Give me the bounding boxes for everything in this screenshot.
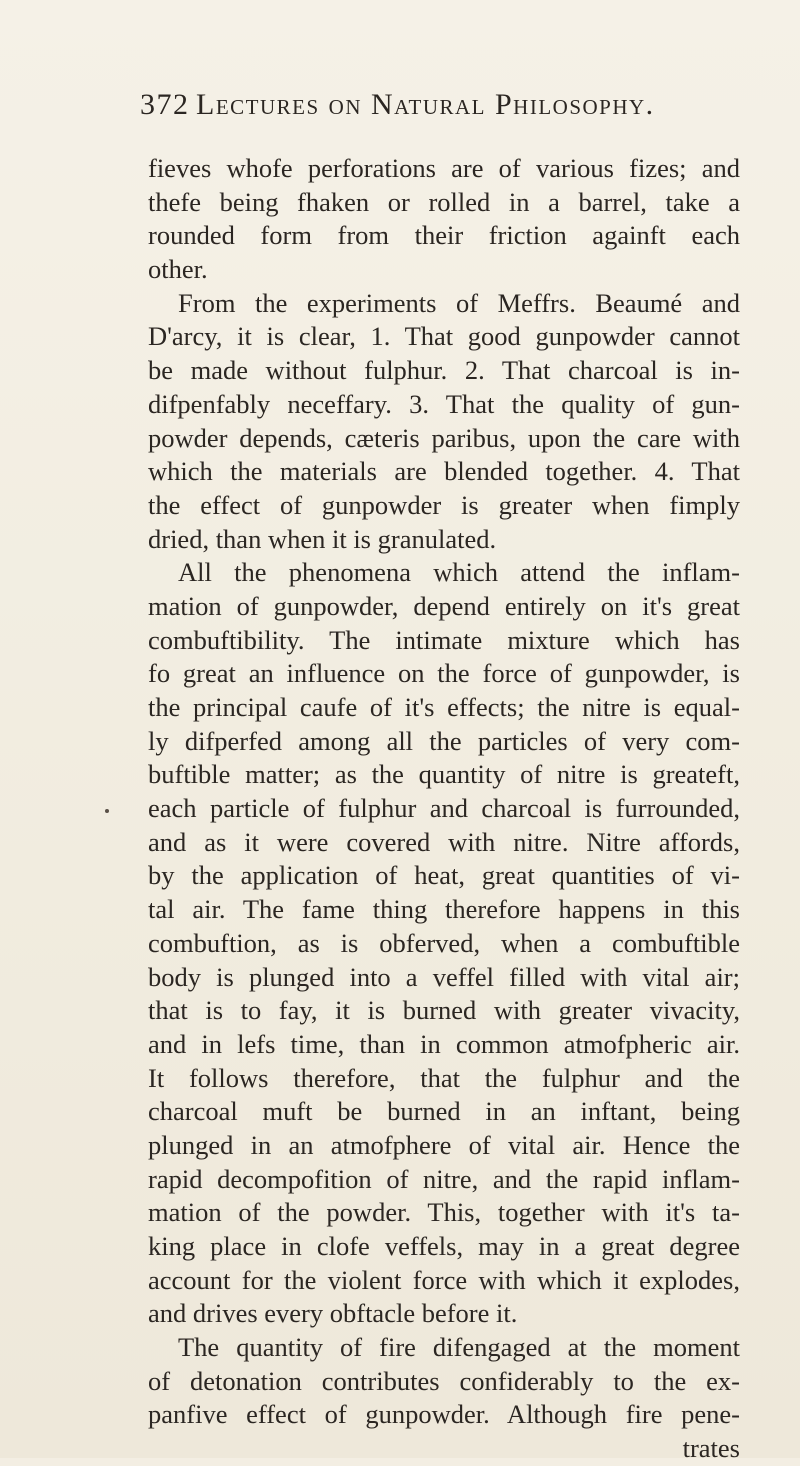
text-line: which the materials are blended together. 4. That <box>148 456 740 487</box>
text-line: the effect of gunpowder is greater when fimply <box>148 489 740 520</box>
text-line: rapid decompofition of nitre, and the rapid inflam- <box>148 1163 740 1194</box>
text-line: king place in clofe veffels, may in a great degree <box>148 1231 740 1261</box>
text-line: buftible matter; as the quantity of nitre is greateft, <box>148 759 740 790</box>
text-line: difpenfably neceffary. 3. That the quality of gun- <box>148 388 740 419</box>
text-line: dried, than when it is granulated. <box>148 523 497 554</box>
text-line: powder depends, cæteris paribus, upon the care with <box>148 422 740 453</box>
text-line: mation of gunpowder, depend entirely on it's great <box>148 590 740 621</box>
text-line: that is to fay, it is burned with greater vivacity, <box>148 995 740 1026</box>
text-line: and drives every obftacle before it. <box>148 1298 518 1329</box>
text-line: D'arcy, it is clear, 1. That good gunpowder cannot <box>148 321 740 352</box>
paragraph-start-line: All the phenomena which attend the inflam- <box>178 557 740 588</box>
text-line: tal air. The fame thing therefore happens in this <box>148 894 740 925</box>
paragraph-start-line: From the experiments of Meffrs. Beaumé and <box>178 287 740 318</box>
text-line: mation of the powder. This, together with it's ta- <box>148 1197 740 1228</box>
text-line: ly difperfed among all the particles of very com- <box>148 725 740 756</box>
running-header <box>140 88 740 132</box>
text-line: and in lefs time, than in common atmofpheric air. <box>148 1028 740 1059</box>
text-line: be made without fulphur. 2. That charcoal is in- <box>148 355 740 386</box>
catchword: trates <box>682 1433 740 1464</box>
text-line: body is plunged into a veffel filled with vital air; <box>148 961 740 992</box>
text-line: fieves whofe perforations are of various fizes; and <box>148 153 740 183</box>
text-line: rounded form from their friction againft each <box>148 220 740 251</box>
text-line: combuftion, as is obferved, when a combuftible <box>148 927 740 958</box>
text-line: and as it were covered with nitre. Nitre affords, <box>148 826 740 857</box>
margin-ink-speck <box>105 809 109 813</box>
text-line: fo great an influence on the force of gunpowder, is <box>148 658 740 689</box>
running-title: Lectures on Natural Philosophy. <box>196 88 655 121</box>
body-text <box>148 152 740 1466</box>
text-line: It follows therefore, that the fulphur and the <box>148 1062 740 1093</box>
text-line: charcoal muft be burned in an inftant, being <box>148 1096 740 1127</box>
text-line: thefe being fhaken or rolled in a barrel, take a <box>148 186 740 217</box>
text-line: panfive effect of gunpowder. Although fire pene- <box>148 1399 740 1430</box>
text-line: plunged in an atmofphere of vital air. Hence the <box>148 1129 740 1160</box>
text-line: the principal caufe of it's effects; the nitre is equal- <box>148 692 740 722</box>
text-line: each particle of fulphur and charcoal is furrounded, <box>148 793 740 824</box>
text-line: other. <box>148 254 208 285</box>
text-line: combuftibility. The intimate mixture which has <box>148 624 740 655</box>
text-line: of detonation contributes confiderably to the ex- <box>148 1365 740 1396</box>
text-line: account for the violent force with which it explodes, <box>148 1264 740 1295</box>
text-line: by the application of heat, great quantities of vi- <box>148 860 740 891</box>
paragraph-start-line: The quantity of fire difengaged at the moment <box>178 1332 740 1363</box>
page-number: 372 <box>140 88 190 121</box>
